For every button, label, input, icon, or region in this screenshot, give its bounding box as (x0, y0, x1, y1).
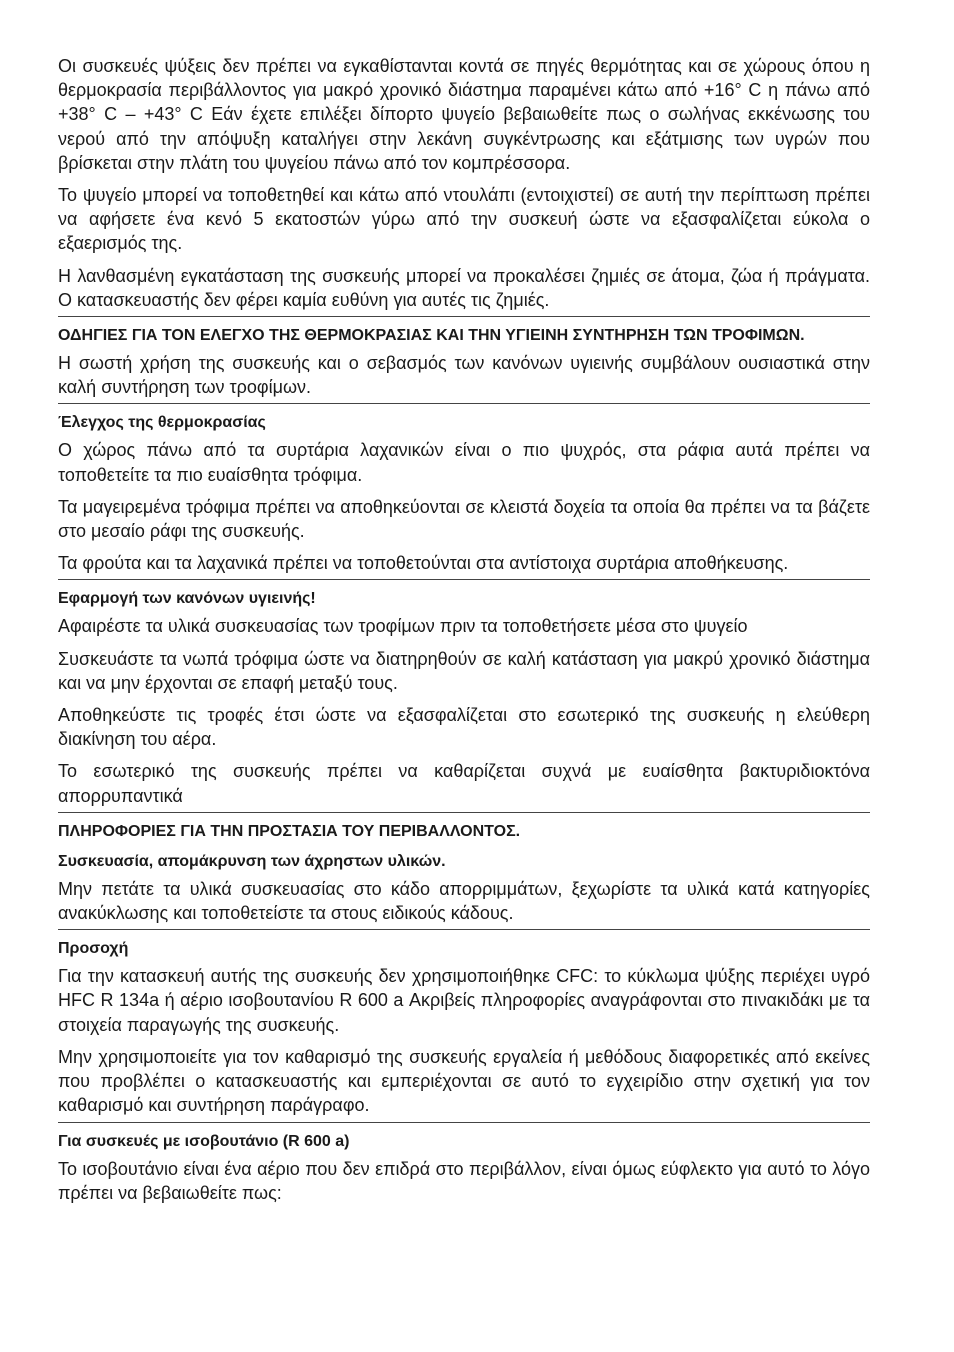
hygiene-heading: Εφαρμογή των κανόνων υγιεινής! (58, 590, 316, 608)
temperature-section-paragraph: Η σωστή χρήση της συσκευής και ο σεβασμός των κανόνων υγιεινής συμβάλουν ουσιαστικά στην καλή συντήρηση των τροφίμων. (58, 353, 870, 398)
intro-paragraph-2: Το ψυγείο μπορεί να τοποθετηθεί και κάτω από ντουλάπι (εντοιχιστεί) σε αυτή την περίπτωση πρέπει να αφήσετε ένα κενό 5 εκατοστών γύρω από την συσκευή ώστε να εξασφαλίζεται εύκολα ο εξαερισμός της. (58, 185, 870, 254)
section-divider (58, 1122, 870, 1123)
temperature-control-paragraph-2: Τα μαγειρεμένα τρόφιμα πρέπει να αποθηκεύονται σε κλειστά δοχεία τα οποία θα πρέπει να τα βάζετε στο μεσαίο ράφι της συσκευής. (58, 496, 870, 542)
temperature-control-paragraph-3: Τα φρούτα και τα λαχανικά πρέπει να τοποθετούνται στα αντίστοιχα συρτάρια αποθήκευσης. (58, 553, 789, 574)
temperature-control-heading: Έλεγχος της θερμοκρασίας (58, 414, 266, 432)
hygiene-paragraph-1: Αφαιρέστε τα υλικά συσκευασίας των τροφίμων πριν τα τοποθετήσετε μέσα στο ψυγείο (58, 616, 748, 637)
intro-paragraph-1: Οι συσκευές ψύξεις δεν πρέπει να εγκαθίστανται κοντά σε πηγές θερμότητας και σε χώρους όπου η θερμοκρασία περιβάλλοντος για μακρό χρονικό διάστημα παραμένει κάτω από +16° C η πάνω από +38° C – +43° C Εάν έχετε επιλέξει δίπορτο ψυγείο βεβαιωθείτε πως ο σωλήνας εκκένωσης του νερού από την απόψυξη καταλήγει στην λεκάνη συγκέντρωσης και εξάτμισης των υγρών που βρίσκεται στην πλάτη του ψυγείου πάνω από τον κομπρέσσορα. (58, 56, 870, 173)
packaging-paragraph: Μην πετάτε τα υλικά συσκευασίας στο κάδο απορριμμάτων, ξεχωρίστε τα υλικά κατά κατηγορίες ανακύκλωσης και τοποθετείστε τα στους ειδικούς κάδους. (58, 878, 870, 924)
caution-paragraph-1: Για την κατασκευή αυτής της συσκευής δεν χρησιμοποιήθηκε CFC: το κύκλωμα ψύξης περιέχει υγρό HFC R 134a ή αέριο ισοβουτανίου R 600 a Ακριβείς πληροφορίες αναγράφονται στο πινακιδάκι με τα στοιχεία παραγωγής της συσκευής. (58, 966, 870, 1035)
section-divider (58, 812, 870, 813)
intro-paragraph-3: Η λανθασμένη εγκατάσταση της συσκευής μπορεί να προκαλέσει ζημιές σε άτομα, ζώα ή πράγματα. Ο κατασκευαστής δεν φέρει καμία ευθύνη για αυτές τις ζημιές. (58, 265, 870, 310)
caution-heading: Προσοχή (58, 940, 129, 958)
section-divider (58, 316, 870, 317)
packaging-subheading: Συσκευασία, απομάκρυνση των άχρηστων υλικών. (58, 852, 446, 870)
temperature-control-paragraph-1: Ο χώρος πάνω από τα συρτάρια λαχανικών είναι ο πιο ψυχρός, στα ράφια αυτά πρέπει να τοποθετείτε τα πιο ευαίσθητα τρόφιμα. (58, 440, 870, 485)
isobutane-heading: Για συσκευές με ισοβουτάνιο (R 600 a) (58, 1132, 350, 1150)
hygiene-paragraph-2: Συσκευάστε τα νωπά τρόφιμα ώστε να διατηρηθούν σε καλή κατάσταση για μακρύ χρονικό διάστημα και να μην έρχονται σε επαφή μεταξύ τους. (58, 648, 870, 693)
document-page (58, 54, 870, 1205)
isobutane-paragraph: Το ισοβουτάνιο είναι ένα αέριο που δεν επιδρά στο περιβάλλον, είναι όμως εύφλεκτο για αυτό το λόγο πρέπει να βεβαιωθείτε πως: (58, 1158, 870, 1203)
section-divider (58, 929, 870, 930)
section-divider (58, 579, 870, 580)
temperature-section-heading: ΟΔΗΓΙΕΣ ΓΙΑ ΤΟΝ ΕΛΕΓΧΟ ΤΗΣ ΘΕΡΜΟΚΡΑΣΙΑΣ ΚΑΙ ΤΗΝ ΥΓΙΕΙΝΗ ΣΥΝΤΗΡΗΣΗ ΤΩΝ ΤΡΟΦΙΜΩΝ. (58, 327, 805, 345)
environment-heading: ΠΛΗΡΟΦΟΡΙΕΣ ΓΙΑ ΤΗΝ ΠΡΟΣΤΑΣΙΑ ΤΟΥ ΠΕΡΙΒΑΛΛΟΝΤΟΣ. (58, 822, 521, 840)
caution-paragraph-2: Μην χρησιμοποιείτε για τον καθαρισμό της συσκευής εργαλεία ή μεθόδους διαφορετικές από εκείνες που προβλέπει ο κατασκευαστής και εμπεριέχονται σε αυτό το εγχειρίδιο στην σχετική για τον καθαρισμό και συντήρηση παράγραφο. (58, 1046, 870, 1116)
hygiene-paragraph-3: Αποθηκεύστε τις τροφές έτσι ώστε να εξασφαλίζεται στο εσωτερικό της συσκευής η ελεύθερη διακίνηση του αέρα. (58, 705, 870, 750)
section-divider (58, 403, 870, 404)
hygiene-paragraph-4: Το εσωτερικό της συσκευής πρέπει να καθαρίζεται συχνά με ευαίσθητα βακτυριδιοκτόνα απορρυπαντικά (58, 761, 870, 806)
